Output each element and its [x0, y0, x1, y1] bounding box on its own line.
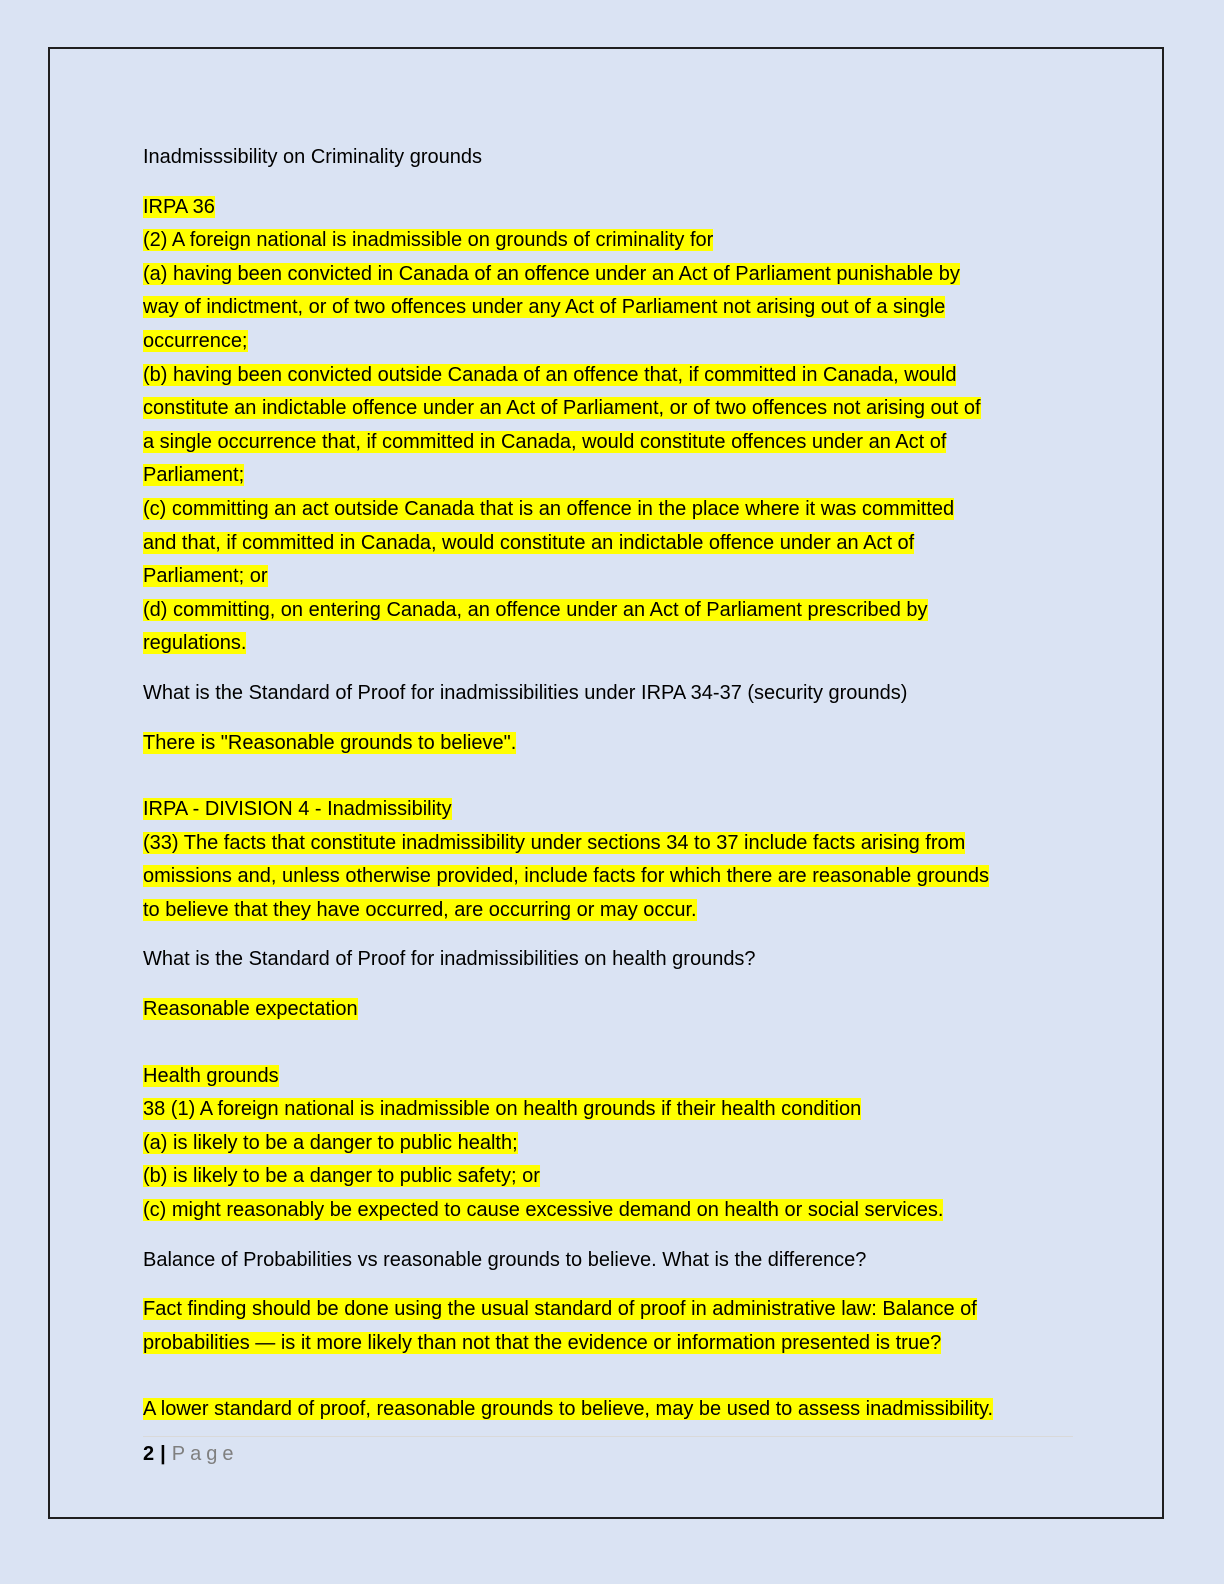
health-title: Health grounds — [143, 1064, 279, 1087]
page-footer — [143, 1440, 238, 1468]
irpa36-line: and that, if committed in Canada, would constitute an indictable offence under an Act of — [143, 531, 915, 554]
answer-text: There is "Reasonable grounds to believe". — [143, 731, 517, 754]
answer-health — [143, 993, 1083, 1027]
health-line: (b) is likely to be a danger to public safety; or — [143, 1165, 540, 1188]
question-health — [143, 943, 1083, 977]
health-line: 38 (1) A foreign national is inadmissible on health grounds if their health condition — [143, 1098, 862, 1121]
document-body — [143, 141, 1083, 1427]
irpa36-line: (d) committing, on entering Canada, an offence under an Act of Parliament prescribed by — [143, 598, 928, 621]
irpa36-block — [143, 191, 1083, 661]
answer-text: A lower standard of proof, reasonable grounds to believe, may be used to assess inadmissibility. — [143, 1398, 994, 1421]
answer-line: probabilities — is it more likely than not that the evidence or information presented is true? — [143, 1331, 942, 1354]
heading-text: Inadmisssibility on Criminality grounds — [143, 146, 483, 168]
division4-block — [143, 793, 1083, 927]
irpa36-line: (2) A foreign national is inadmissible on grounds of criminality for — [143, 229, 714, 252]
irpa36-line: regulations. — [143, 632, 247, 655]
answer-security — [143, 727, 1083, 761]
irpa36-line: constitute an indictable offence under an Act of Parliament, or of two offences not arising out of — [143, 397, 981, 420]
irpa36-line: (a) having been convicted in Canada of an offence under an Act of Parliament punishable by — [143, 262, 960, 285]
irpa36-line: (b) having been convicted outside Canada of an offence that, if committed in Canada, would — [143, 363, 957, 386]
health-line: (a) is likely to be a danger to public health; — [143, 1131, 518, 1154]
question-security — [143, 677, 1083, 711]
question-text: What is the Standard of Proof for inadmissibilities on health grounds? — [143, 948, 756, 971]
answer-text: Reasonable expectation — [143, 998, 358, 1021]
question-text: Balance of Probabilities vs reasonable grounds to believe. What is the difference? — [143, 1248, 867, 1271]
irpa36-line: Parliament; — [143, 464, 245, 487]
page-label: Page — [171, 1443, 239, 1465]
footer-rule — [143, 1436, 1073, 1437]
answer-lower-standard — [143, 1393, 1083, 1427]
irpa36-line: Parliament; or — [143, 565, 268, 588]
division4-line: omissions and, unless otherwise provided, include facts for which there are reasonable grounds — [143, 865, 990, 888]
answer-balance — [143, 1293, 1083, 1360]
irpa36-line: a single occurrence that, if committed in Canada, would constitute offences under an Act of — [143, 430, 947, 453]
irpa36-line: occurrence; — [143, 329, 248, 352]
division4-line: (33) The facts that constitute inadmissibility under sections 34 to 37 include facts arising from — [143, 831, 966, 854]
irpa36-line: way of indictment, or of two offences under any Act of Parliament not arising out of a single — [143, 296, 946, 319]
irpa36-line: (c) committing an act outside Canada that is an offence in the place where it was committed — [143, 497, 955, 520]
footer-separator: | — [160, 1443, 166, 1465]
division4-title: IRPA - DIVISION 4 - Inadmissibility — [143, 798, 452, 821]
question-balance — [143, 1244, 1083, 1278]
page-number: 2 — [143, 1443, 155, 1465]
section-heading — [143, 141, 1083, 175]
health-block — [143, 1060, 1083, 1228]
health-line: (c) might reasonably be expected to cause excessive demand on health or social services. — [143, 1199, 944, 1222]
division4-line: to believe that they have occurred, are occurring or may occur. — [143, 898, 697, 921]
answer-line: Fact finding should be done using the usual standard of proof in administrative law: Balance of — [143, 1298, 977, 1321]
irpa36-title: IRPA 36 — [143, 195, 215, 218]
question-text: What is the Standard of Proof for inadmissibilities under IRPA 34-37 (security grounds) — [143, 681, 908, 704]
